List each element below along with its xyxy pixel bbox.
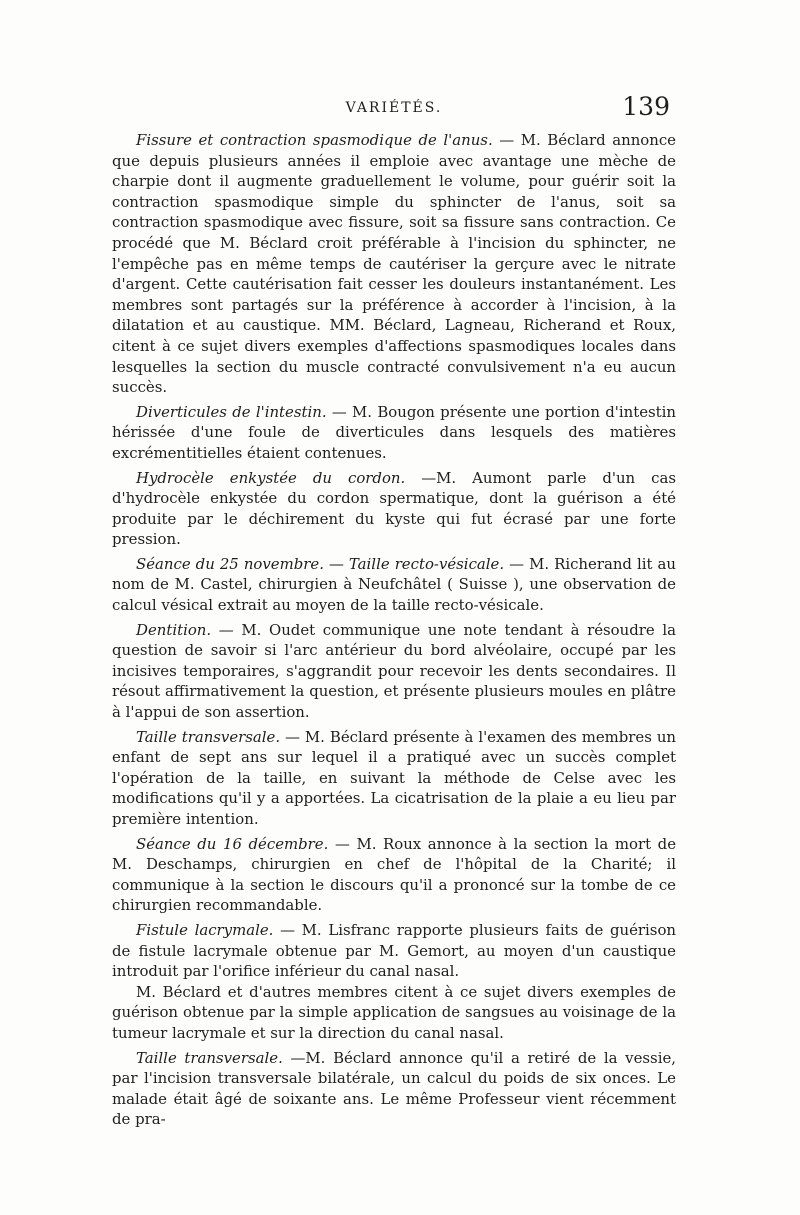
paragraph-body: — M. Béclard annonce que depuis plusieurs années il emploie avec avantage une mèche de charpie dont il augmente graduellement le volume, pour guérir soit la contraction spasmodique simple du sphincter de l'anus, soit sa contraction spasmodique avec fissure, soit sa fissure sans contraction. Ce procédé que M. Béclard croit préférable à l'incision du sphincter, ne l'empêche pas en même temps de cautériser la gerçure avec le nitrate d'argent. Cette cautérisation fait cesser les douleurs instantanément. Les membres sont partagés sur la préférence à accorder à l'incision, à la dilatation et au caustique. MM. Béclard, Lagneau, Richerand et Roux, citent à ce sujet divers exemples d'affections spasmodiques locales dans lesquelles la section du muscle contracté convulsivement n'a eu aucun succès. xyxy=(112,131,676,397)
paragraph-lead: Séance du 25 novembre. — Taille recto-vésicale. xyxy=(136,554,505,573)
paragraph-body: —M. Béclard annonce qu'il a retiré de la vessie, par l'incision transversale bilatérale, un calcul du poids de six onces. Le malade était âgé de soixante ans. Le même Professeur vient récemment de pra- xyxy=(112,1048,677,1129)
paragraph-diverticules xyxy=(112,402,676,464)
paragraph-hydrocele xyxy=(112,468,676,550)
paragraph-taille-calcul xyxy=(112,1048,676,1130)
paragraph-dentition xyxy=(112,620,676,723)
paragraph-lead: Hydrocèle enkystée du cordon. xyxy=(136,468,406,487)
paragraph-fissure xyxy=(112,130,676,398)
paragraph-seance-16-decembre xyxy=(112,834,676,916)
paragraph-body: — M. Roux annonce à la section la mort de M. Deschamps, chirurgien en chef de l'hôpital de la Charité; il communique à la section le discours qu'il a prononcé sur la tombe de ce chirurgien recommandable. xyxy=(112,834,677,915)
paragraph-body: — M. Béclard présente à l'examen des membres un enfant de sept ans sur lequel il a pratiqué avec un succès complet l'opération de la taille, en suivant la méthode de Celse avec les modifications qu'il y a apportées. La cicatrisation de la plaie a eu lieu par première intention. xyxy=(112,727,677,828)
paragraph-body: — M. Lisfranc rapporte plusieurs faits de guérison de fistule lacrymale obtenue par M. Gemort, au moyen d'un caustique introduit par l'orifice inférieur du canal nasal. xyxy=(112,920,676,981)
paragraph-lead: Fissure et contraction spasmodique de l'anus. xyxy=(136,131,493,149)
paragraph-body: — M. Bougon présente une portion d'intestin hérissée d'une foule de diverticules dans lesquels des matières excrémentitielles étaient contenues. xyxy=(112,402,677,462)
paragraph-lead: Diverticules de l'intestin. xyxy=(136,402,327,421)
page-header xyxy=(112,92,676,130)
paragraph-seance-25-novembre xyxy=(112,554,676,616)
paragraph-body: —M. Aumont parle d'un cas d'hydrocèle enkystée du cordon spermatique, dont la guérison a été produite par le déchirement du kyste qui fut écrasé par une forte pression. xyxy=(112,468,676,549)
paragraph-lead: Séance du 16 décembre. xyxy=(136,834,329,853)
paragraph-body: M. Béclard et d'autres membres citent à ce sujet divers exemples de guérison obtenue par la simple application de sangsues au voisinage de la tumeur lacrymale et sur la direction du canal nasal. xyxy=(112,982,676,1042)
book-page xyxy=(112,92,677,1130)
paragraph-body: — M. Richerand lit au nom de M. Castel, chirurgien à Neufchâtel ( Suisse ), une observation de calcul vésical extrait au moyen de la taille recto-vésicale. xyxy=(112,554,677,615)
paragraph-lead: Taille transversale. xyxy=(136,727,281,746)
paragraph-lead: Fistule lacrymale. xyxy=(136,920,274,939)
page-number: 139 xyxy=(622,92,670,121)
paragraph-taille-transversale xyxy=(112,727,676,830)
paragraph-body: — M. Oudet communique une note tendant à résoudre la question de savoir si l'arc antérieur du bord alvéolaire, occupé par les incisives temporaires, s'aggrandit pour recevoir les dents secondaires. Il résout affirmativement la question, et présente plusieurs moules en plâtre à l'appui de son assertion. xyxy=(112,620,677,722)
paragraph-lead: Dentition. xyxy=(136,620,212,639)
running-head: VARIÉTÉS. xyxy=(345,100,443,116)
paragraph-lead: Taille transversale. xyxy=(136,1048,283,1067)
paragraph-sangsues xyxy=(112,982,676,1044)
paragraph-fistule-lacrymale xyxy=(112,920,676,982)
